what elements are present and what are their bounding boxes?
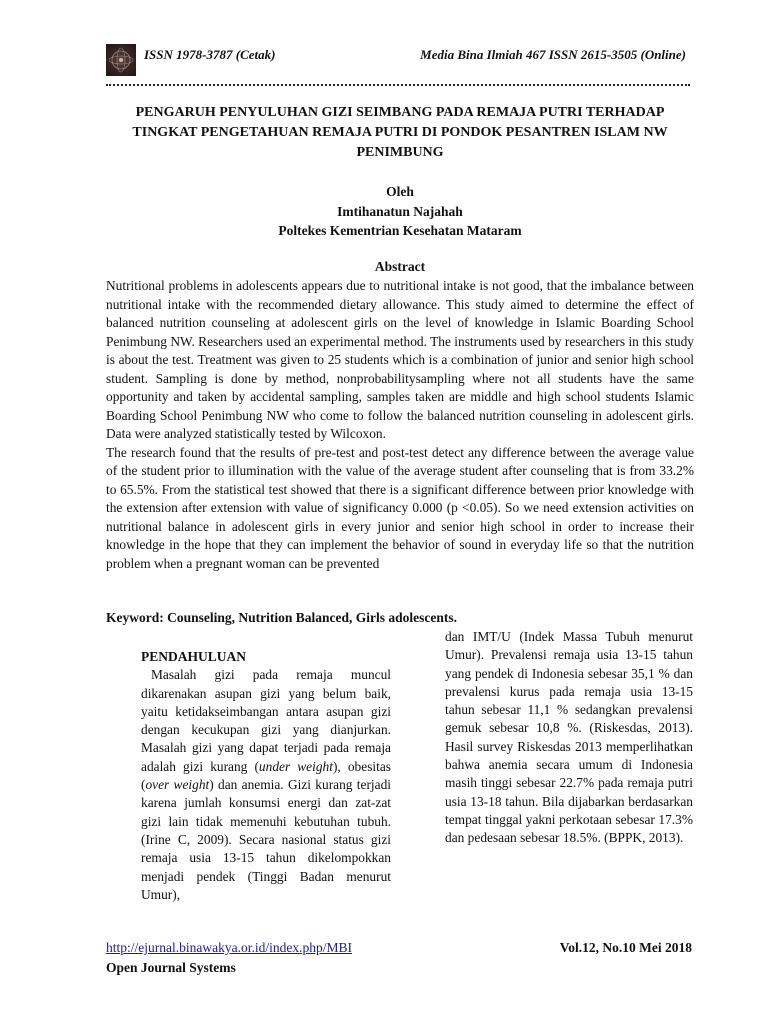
intro-text-a: Masalah gizi pada remaja muncul dikarenakan asupan gizi yang belum baik, yaitu ketidakseimbangan antara asupan gizi dengan kecukupan gizi yang dianjurkan. Masalah gizi yang dapat terjadi pada remaja adalah gizi kurang ( [141, 667, 391, 774]
abstract-paragraph-1: Nutritional problems in adolescents appears due to nutritional intake is not good, that the imbalance between nutritional intake with the recommended dietary allowance. This study aimed to determine the effect of balanced nutrition counseling at adolescent girls on the level of knowledge in Islamic Boarding School Penimbung NW. Researchers used an experimental method. The instruments used by researchers in this study is about the test. Treatment was given to 25 students which is a combination of junior and senior high school student. Sampling is done by method, nonprobabilitysampling where not all students have the same opportunity and taken by accidental sampling, samples taken are middle and high school students Islamic Boarding School Penimbung NW who come to follow the balanced nutrition counseling in adolescent girls. Data were analyzed statistically tested by Wilcoxon. [106, 278, 694, 441]
volume-info: Vol.12, No.10 Mei 2018 [559, 940, 692, 955]
header-divider [106, 84, 690, 86]
author-name: Imtihanatun Najahah [337, 203, 463, 219]
section-heading: PENDAHULUAN [141, 649, 247, 664]
byline [106, 182, 694, 241]
by-label: Oleh [386, 184, 414, 199]
italic-term-overweight: over weight [145, 777, 210, 793]
body-column-left [141, 648, 391, 904]
right-column-paragraph: dan IMT/U (Indek Massa Tubuh menurut Umur). Prevalensi remaja usia 13-15 tahun yang pendek di Indonesia sebesar 35,1 % dan prevalensi kurus pada remaja usia 13-15 tahun sebesar 11,1 % sedangkan prevalensi gemuk sebesar 10,8 %. (Riskesdas, 2013). Hasil survey Riskesdas 2013 memperlihatkan bahwa anemia secara umum di Indonesia masih tinggi sebesar 22.7% pada remaja putri usia 13-18 tahun. Bila dijabarkan berdasarkan tempat tinggal yakni perkotaan sebesar 17.3% dan pedesaan sebesar 18.5%. (BPPK, 2013). [445, 629, 693, 846]
issn-print: ISSN 1978-3787 (Cetak) [144, 47, 276, 62]
italic-term-underweight: under weight [258, 758, 333, 774]
abstract-body [106, 277, 694, 573]
page-header [106, 44, 692, 80]
abstract-heading: Abstract [374, 259, 426, 274]
abstract-paragraph-2: The research found that the results of pre-test and post-test detect any difference between the average value of the student prior to illumination with the value of the average student after counseling that is from 33.2% to 65.5%. From the statistical test showed that there is a significant difference between prior knowledge with the extension after extension with value of significancy 0.000 (p <0.05). So we need extension activities on nutritional balance in adolescent girls in every junior and senior high school in order to increase their knowledge in the hope that they can implement the behavior of sound in everyday life so that the nutrition problem when a pregnant woman can be prevented [106, 444, 694, 571]
intro-text-c: ) dan anemia. Gizi kurang terjadi karena jumlah konsumsi energi dan zat-zat gizi lain tidak memenuhi kebutuhan tubuh. (Irine C, 2009). Secara nasional status gizi remaja usia 13-15 tahun dikelompokkan menjadi pendek (Tinggi Badan menurut Umur), [141, 777, 391, 902]
body-column-right [445, 628, 693, 848]
intro-text-b: ), obesitas ( [141, 758, 392, 793]
article-title: PENGARUH PENYULUHAN GIZI SEIMBANG PADA REMAJA PUTRI TERHADAP TINGKAT PENGETAHUAN REMAJA PUTRI DI PONDOK PESANTREN ISLAM NW PENIMBUNG [132, 105, 668, 160]
open-journal-systems-label: Open Journal Systems [106, 960, 236, 975]
author-affiliation: Poltekes Kementrian Kesehatan Mataram [278, 223, 522, 238]
intro-paragraph [141, 666, 391, 904]
journal-issn-online: Media Bina Ilmiah 467 ISSN 2615-3505 (Online) [420, 47, 686, 62]
journal-url-link[interactable]: http://ejurnal.binawakya.or.id/index.php/MBI [106, 940, 352, 955]
journal-logo-icon [106, 44, 136, 76]
keywords: Keyword: Counseling, Nutrition Balanced, Girls adolescents. [106, 610, 458, 625]
